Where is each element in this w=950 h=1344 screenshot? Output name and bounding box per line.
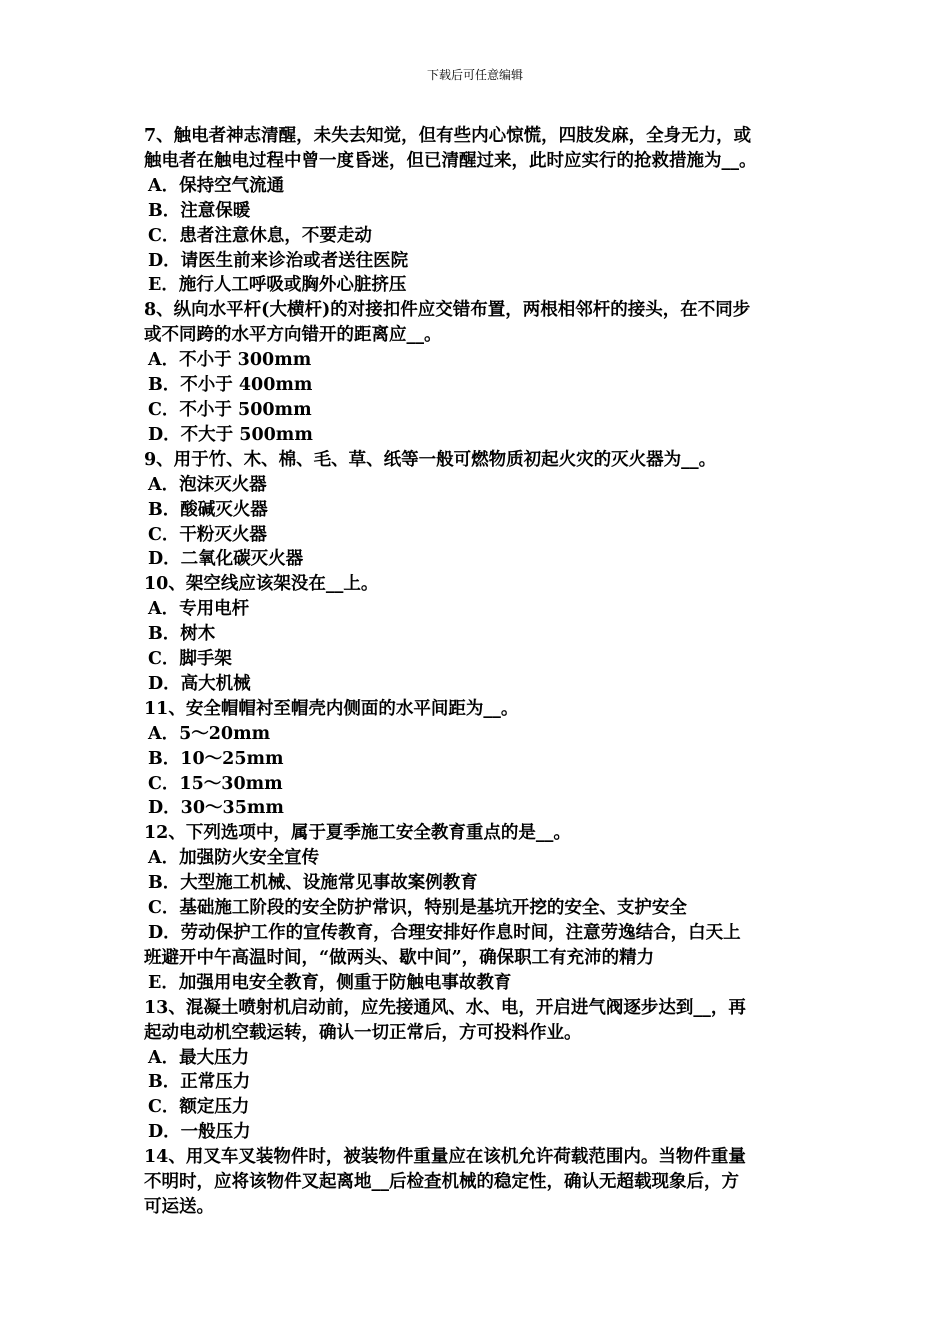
option-line: D．一般压力 xyxy=(148,1122,251,1143)
question-line: 9、用于竹、木、棉、毛、草、纸等一般可燃物质初起火灾的灭火器为__。 xyxy=(144,449,717,470)
question-line: 12、下列选项中，属于夏季施工安全教育重点的是__。 xyxy=(144,823,571,844)
option-line: B．10～25mm xyxy=(148,748,284,769)
option-line: A．保持空气流通 xyxy=(148,175,285,196)
option-line: A．最大压力 xyxy=(148,1047,250,1068)
question-line: 11、安全帽帽衬至帽壳内侧面的水平间距为__。 xyxy=(144,698,519,719)
option-line: C．脚手架 xyxy=(148,649,232,670)
option-line: D．劳动保护工作的宣传教育，合理安排好作息时间，注意劳逸结合，白天上 xyxy=(148,923,741,943)
question-line: 起动电动机空载运转，确认一切正常后，方可投料作业。 xyxy=(144,1022,582,1043)
option-line: A．专用电杆 xyxy=(148,599,250,620)
option-line: C．不小于 500mm xyxy=(148,399,312,420)
option-line: C．额定压力 xyxy=(148,1097,250,1118)
option-line: B．正常压力 xyxy=(148,1072,251,1093)
question-line: 或不同跨的水平方向错开的距离应__。 xyxy=(144,325,442,346)
option-line: A．不小于 300mm xyxy=(148,350,312,371)
option-line: C．基础施工阶段的安全防护常识，特别是基坑开挖的安全、支护安全 xyxy=(148,898,687,919)
option-line: D．30～35mm xyxy=(148,798,284,819)
document-body xyxy=(144,124,812,1220)
question-line: 可运送。 xyxy=(144,1196,214,1217)
option-line: B．注意保暖 xyxy=(148,200,251,221)
option-line: B．不小于 400mm xyxy=(148,375,313,396)
question-line: 8、纵向水平杆(大横杆)的对接扣件应交错布置，两根相邻杆的接头，在不同步 xyxy=(144,300,751,321)
question-line: 班避开中午高温时间，“做两头、歇中间”，确保职工有充沛的精力 xyxy=(144,947,655,968)
question-line: 7、触电者神志清醒，未失去知觉，但有些内心惊慌，四肢发麻，全身无力，或 xyxy=(144,126,752,146)
option-line: A．加强防火安全宣传 xyxy=(148,848,320,869)
option-line: D．二氧化碳灭火器 xyxy=(148,549,304,570)
option-line: E．施行人工呼吸或胸外心脏挤压 xyxy=(148,275,407,296)
option-line: B．大型施工机械、设施常见事故案例教育 xyxy=(148,873,478,894)
question-line: 不明时，应将该物件叉起离地__后检查机械的稳定性，确认无超载现象后，方 xyxy=(144,1172,739,1193)
option-line: A．泡沫灭火器 xyxy=(148,474,267,495)
option-line: C．患者注意休息，不要走动 xyxy=(148,225,372,246)
option-line: B．树木 xyxy=(148,624,216,645)
option-line: E．加强用电安全教育，侧重于防触电事故教育 xyxy=(148,972,512,993)
question-line: 14、用叉车叉装物件时，被装物件重量应在该机允许荷载范围内。当物件重量 xyxy=(144,1147,746,1168)
question-line: 触电者在触电过程中曾一度昏迷，但已清醒过来，此时应实行的抢救措施为__。 xyxy=(144,150,757,171)
option-line: C．干粉灭火器 xyxy=(148,524,267,545)
option-line: D．高大机械 xyxy=(148,673,251,694)
question-line: 13、混凝土喷射机启动前，应先接通风、水、电，开启进气阀逐步达到__，再 xyxy=(144,997,746,1018)
option-line: D．请医生前来诊治或者送往医院 xyxy=(148,250,409,271)
question-line: 10、架空线应该架没在__上。 xyxy=(144,574,379,595)
page-header: 下载后可任意编辑 xyxy=(426,68,523,82)
option-line: A．5～20mm xyxy=(148,723,271,744)
option-line: C．15～30mm xyxy=(148,773,283,794)
option-line: B．酸碱灭火器 xyxy=(148,499,268,520)
option-line: D．不大于 500mm xyxy=(148,424,313,445)
